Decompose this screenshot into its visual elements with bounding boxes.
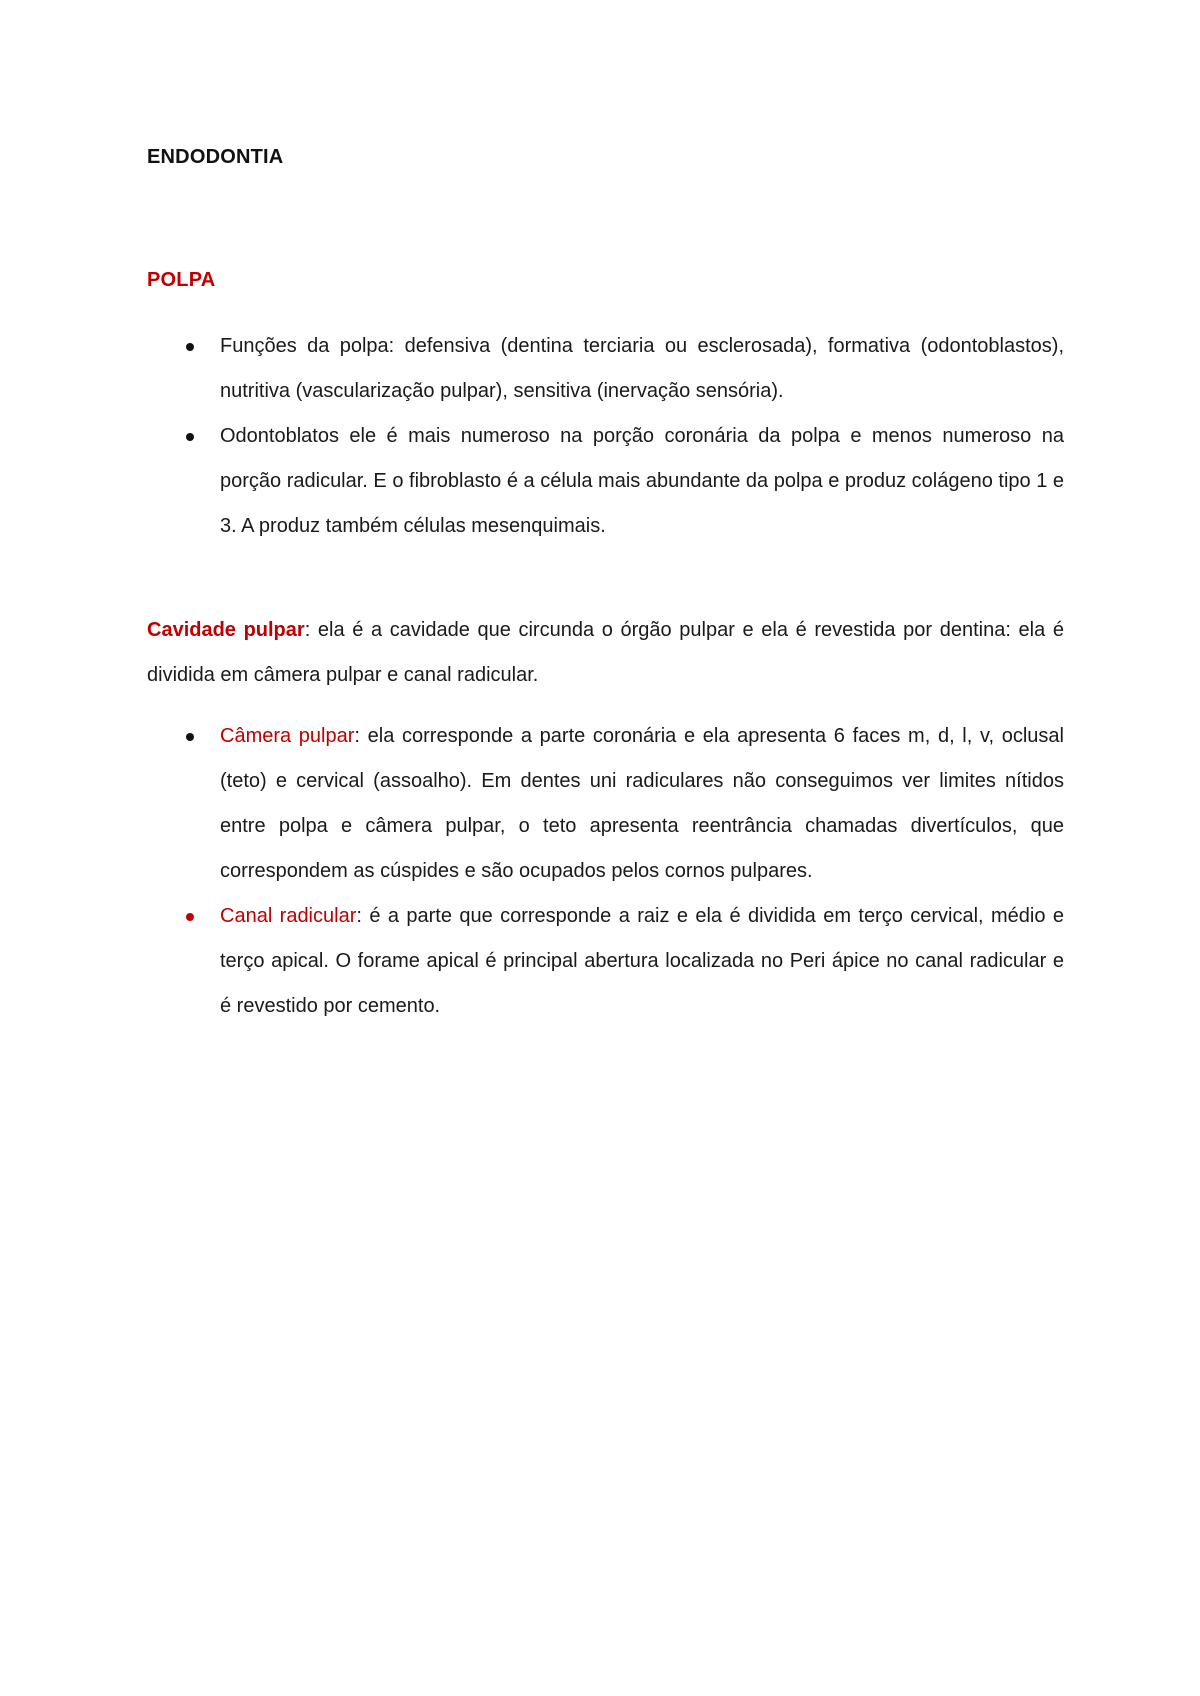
bullet-icon	[186, 733, 194, 741]
camera-text: : ela corresponde a parte coronária e ela apresenta 6 faces m, d, l, v, oclusal (teto) e cervical (assoalho). Em dentes uni radiculares não conseguimos ver limites nítidos entre polpa e câmera pulpar, o teto apresenta reentrância chamadas divertículos, que correspondem as cúspides e são ocupados pelos cornos pulpares.	[220, 725, 1064, 882]
camera-term: Câmera pulpar	[220, 725, 355, 747]
list-item	[147, 714, 1064, 894]
bullet-icon	[186, 343, 194, 351]
list-item	[147, 324, 1064, 414]
canal-text: : é a parte que corresponde a raiz e ela é dividida em terço cervical, médio e terço apical. O forame apical é principal abertura localizada no Peri ápice no canal radicular e é revestido por cemento.	[220, 905, 1064, 1017]
bullet-icon	[186, 433, 194, 441]
document-title: ENDODONTIA	[147, 146, 284, 168]
cavidade-text: : ela é a cavidade que circunda o órgão pulpar e ela é revestida por dentina: ela é dividida em câmera pulpar e canal radicular.	[147, 619, 1064, 686]
list-item-text: Odontoblatos ele é mais numeroso na porção coronária da polpa e menos numeroso na porção radicular. E o fibroblasto é a célula mais abundante da polpa e produz colágeno tipo 1 e 3. A produz também células mesenquimais.	[220, 425, 1064, 537]
list-item	[147, 414, 1064, 549]
list-item	[147, 894, 1064, 1029]
canal-term: Canal radicular	[220, 905, 357, 927]
cavidade-paragraph	[147, 608, 1064, 698]
section-title-polpa: POLPA	[147, 269, 216, 291]
list-item-text: Funções da polpa: defensiva (dentina terciaria ou esclerosada), formativa (odontoblastos), nutritiva (vascularização pulpar), sensitiva (inervação sensória).	[220, 335, 1064, 402]
cavidade-list	[147, 714, 1064, 1029]
polpa-list	[147, 324, 1064, 549]
bullet-icon	[186, 913, 194, 921]
cavidade-term: Cavidade pulpar	[147, 619, 305, 641]
